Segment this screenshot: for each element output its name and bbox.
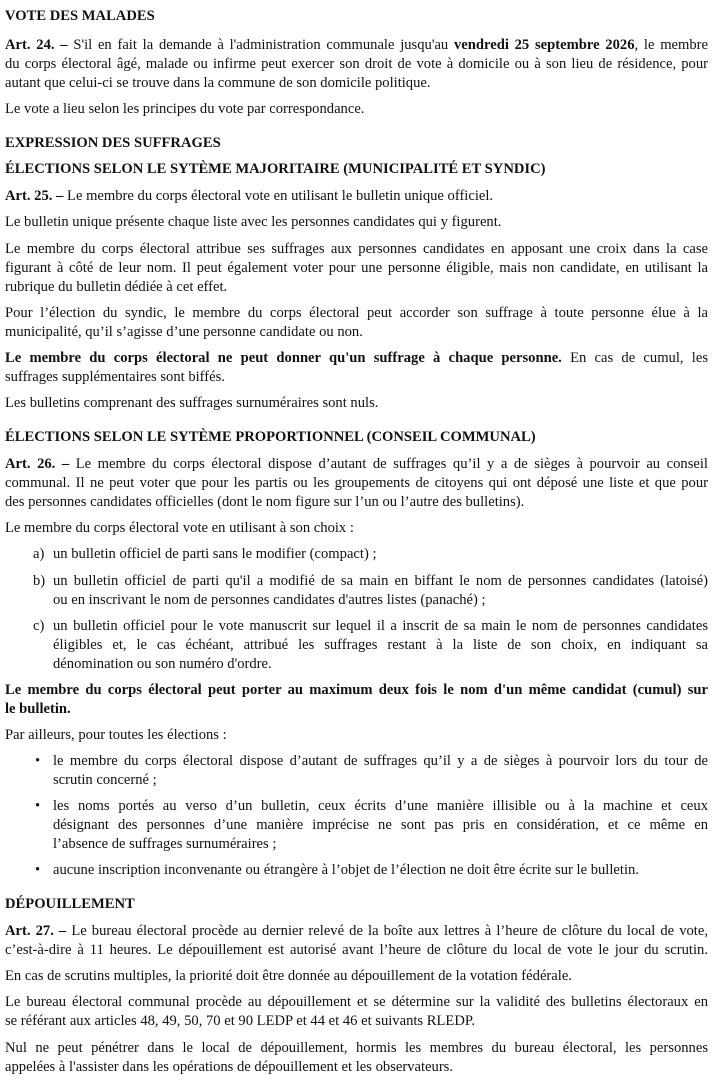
art25-label: Art. 25. – <box>5 188 64 204</box>
subheading-majoritaire: ÉLECTIONS SELON LE SYTÈME MAJORITAIRE (MUNICIPALITÉ ET SYNDIC) <box>5 161 546 177</box>
paragraph-priorite: En cas de scrutins multiples, la priorité doit être donnée au dépouillement de la votation fédérale. <box>5 968 572 984</box>
art25: Art. 25. – Le membre du corps électoral vote en utilisant le bulletin unique officiel. <box>5 188 494 204</box>
art27-label: Art. 27. – <box>5 923 67 939</box>
paragraph-syndic-line-2: municipalité, qu’il s’agisse d’une personne candidate ou non. <box>5 324 363 340</box>
bullet-icon: • <box>35 798 41 814</box>
option-marker-c: c) <box>33 618 45 634</box>
paragraph-maximum-line-2: le bulletin. <box>5 701 71 717</box>
subheading-proportionnel: ÉLECTIONS SELON LE SYTÈME PROPORTIONNEL (CONSEIL COMMUNAL) <box>5 429 536 445</box>
paragraph-choix: Le membre du corps électoral vote en utilisant à son choix : <box>5 520 354 536</box>
option-marker-a: a) <box>33 546 45 562</box>
heading-depouillement: DÉPOUILLEMENT <box>5 896 135 912</box>
bullet-icon: • <box>35 862 41 878</box>
deadline-date: vendredi 25 septembre 2026 <box>454 37 635 53</box>
paragraph-nul-line-2: appelées à l'assister dans les opérations de dépouillement et les observateurs. <box>5 1059 454 1075</box>
art27-line-2: c’est-à-dire à 11 heures. Le dépouillement est autorisé avant l’heure de clôture du local de vote le jour du scrutin. <box>5 942 708 958</box>
bullet-icon: • <box>35 753 41 769</box>
art24-line-3: autant que celui-ci se trouve dans la commune de son domicile politique. <box>5 75 431 91</box>
heading-vote-des-malades: VOTE DES MALADES <box>5 8 155 24</box>
paragraph-syndic-line-1: Pour l’élection du syndic, le membre du corps électoral peut accorder son suffrage à toute personne élue à la <box>5 305 708 321</box>
option-c-line-1: un bulletin officiel pour le vote manuscrit sur lequel il a inscrit de sa main le nom de personnes candidates <box>53 618 708 634</box>
art26-line-1: Art. 26. – Le membre du corps électoral dispose d’autant de suffrages qu’il y a de sièges à pourvoir au conseil <box>5 456 708 472</box>
paragraph-attribue-line-1: Le membre du corps électoral attribue ses suffrages aux personnes candidates en apposant une croix dans la case <box>5 241 708 257</box>
bullet-2-line-1: les noms portés au verso d’un bulletin, ceux écrits d’une manière illisible ou à la machine et ceux <box>53 798 708 814</box>
bullet-3-line-1: aucune inscription inconvenante ou étrangère à l’objet de l’élection ne doit être écrite sur le bulletin. <box>53 862 639 878</box>
bullet-1-line-2: scrutin concerné ; <box>53 772 157 788</box>
option-c-line-2: éligibles et, le cas échéant, attribué les suffrages restant à la liste de son choix, en indiquant sa <box>53 637 708 653</box>
art24-line-2: du corps électoral âgé, malade ou infirme peut exercer son droit de vote à domicile ou à son lieu de résidence, pour <box>5 56 708 72</box>
art26-line-2: communal. Il ne peut voter que pour les partis ou les groupements de citoyens qui ont déposé une liste et que pour <box>5 475 708 491</box>
paragraph-maximum-line-1: Le membre du corps électoral peut porter au maximum deux fois le nom d'un même candidat (cumul) sur <box>5 682 708 698</box>
art24-line-1: Art. 24. – S'il en fait la demande à l'administration communale jusqu'au vendredi 25 septembre 2026, le membre <box>5 37 709 53</box>
paragraph-nuls: Les bulletins comprenant des suffrages surnuméraires sont nuls. <box>5 395 379 411</box>
paragraph-cumul-line-2: suffrages supplémentaires sont biffés. <box>5 369 225 385</box>
art26-line-3: des personnes candidates officielles (dont le nom figure sur l’un ou l’autre des bulletins). <box>5 494 525 510</box>
paragraph-bulletin-unique: Le bulletin unique présente chaque liste avec les personnes candidates qui y figurent. <box>5 214 502 230</box>
option-a-line-1: un bulletin officiel de parti sans le modifier (compact) ; <box>53 546 377 562</box>
option-marker-b: b) <box>33 573 46 589</box>
option-b-line-1: un bulletin officiel de parti qu'il a modifié de sa main en biffant le nom de personnes candidates (latoisé) <box>53 573 708 589</box>
option-c-line-3: dénomination ou son numéro d'ordre. <box>53 656 272 672</box>
paragraph-bureau-line-1: Le bureau électoral communal procède au dépouillement et se détermine sur la validité des bulletins électoraux en <box>5 994 708 1010</box>
paragraph-cumul-line-1: Le membre du corps électoral ne peut donner qu'un suffrage à chaque personne. En cas de cumul, les <box>5 350 709 366</box>
paragraph-ailleurs: Par ailleurs, pour toutes les élections : <box>5 727 227 743</box>
paragraph-bureau-line-2: se référant aux articles 48, 49, 50, 70 et 90 LEDP et 44 et 46 et suivants RLEDP. <box>5 1013 476 1029</box>
bullet-2-line-2: désignant des personnes d’une manière imprécise ne sont pas pris en considération, et ce même en <box>53 817 708 833</box>
bullet-1-line-1: le membre du corps électoral dispose d’autant de suffrages qu’il y a de sièges à pourvoir lors du tour de <box>53 753 708 769</box>
art27-line-1: Art. 27. – Le bureau électoral procède au dernier relevé de la boîte aux lettres à l’heure de clôture du local de vote, <box>5 923 708 939</box>
paragraph-attribue-line-2: figurant à côté de leur nom. Il peut également voter pour une personne éligible, mais non candidate, en utilisant la <box>5 260 708 276</box>
heading-expression-des-suffrages: EXPRESSION DES SUFFRAGES <box>5 135 221 151</box>
paragraph-nul-line-1: Nul ne peut pénétrer dans le local de dépouillement, hormis les membres du bureau électoral, les personnes <box>5 1040 708 1056</box>
bullet-2-line-3: l’absence de suffrages surnuméraires ; <box>53 836 277 852</box>
art26-label: Art. 26. – <box>5 456 70 472</box>
option-b-line-2: ou en inscrivant le nom de personnes candidates d'autres listes (panaché) ; <box>53 592 486 608</box>
paragraph-attribue-line-3: rubrique du bulletin dédiée à cet effet. <box>5 279 228 295</box>
paragraph-correspondance: Le vote a lieu selon les principes du vote par correspondance. <box>5 101 365 117</box>
art24-label: Art. 24. – <box>5 37 68 53</box>
